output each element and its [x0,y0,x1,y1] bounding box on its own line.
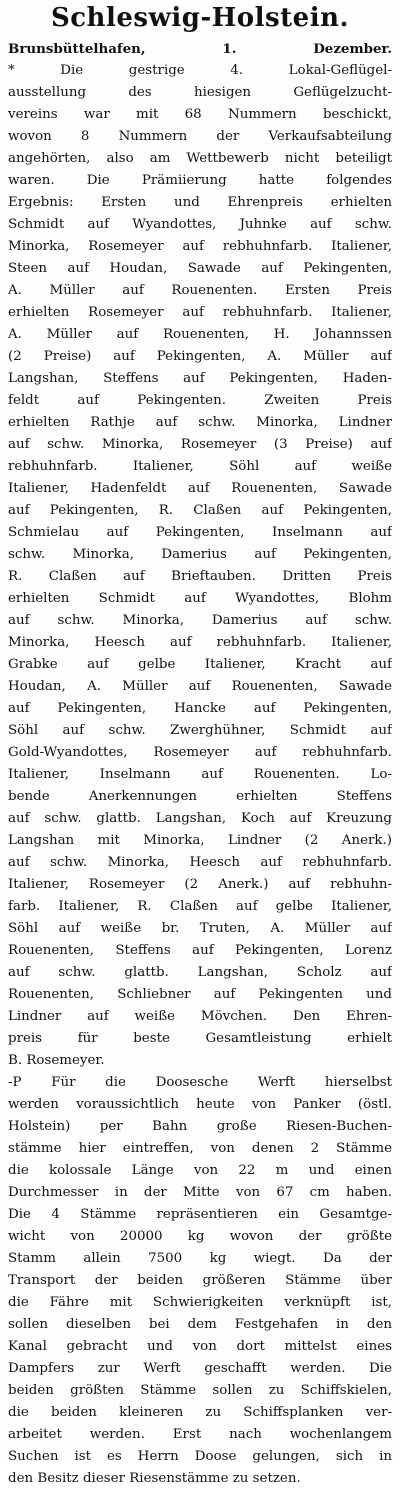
text-line: Söhl auf weiße br. Truten, A. Müller auf [8,921,392,936]
text-line: sollen dieselben bei dem Festgehafen in den [8,1317,392,1332]
text-line: Italiener, Rosemeyer (2 Anerk.) auf rebhuhn- [8,877,392,892]
text-line: auf schw. Minorka, Damerius auf schw. [8,613,392,628]
text-line: A. Müller auf Rouenenten. Ersten Preis [8,283,392,298]
text-line: B. Rosemeyer. [8,1053,105,1068]
text-line: A. Müller auf Rouenenten, H. Johannssen [8,327,392,342]
text-line: Ergebnis: Ersten und Ehrenpreis erhielten [8,195,392,210]
text-line: die kolossale Länge von 22 m und einen [8,1163,392,1178]
text-line: Rouenenten, Schliebner auf Pekingenten und [8,987,392,1002]
text-line: Schmidt auf Wyandottes, Juhnke auf schw. [8,217,392,232]
text-line: Söhl auf schw. Zwerghühner, Schmidt auf [8,723,392,738]
text-line: Houdan, A. Müller auf Rouenenten, Sawade [8,679,392,694]
text-line: den Besitz dieser Riesenstämme zu setzen. [8,1471,301,1486]
text-line: arbeitet werden. Erst nach wochenlangem [8,1427,392,1442]
text-line: erhielten Rathje auf schw. Minorka, Lindner [8,415,392,430]
text-line: schw. Minorka, Damerius auf Pekingenten, [8,547,392,562]
text-line: Langshan, Steffens auf Pekingenten, Haden- [8,371,392,386]
text-line: ausstellung des hiesigen Geflügelzucht- [8,85,392,100]
text-line: * Die gestrige 4. Lokal-Geflügel- [8,63,392,78]
section-title: Schleswig-Holstein. [50,3,350,33]
text-line: (2 Preise) auf Pekingenten, A. Müller auf [8,349,392,364]
text-line: die Fähre mit Schwierigkeiten verknüpft ist, [8,1295,392,1310]
text-line: Kanal gebracht und von dort mittelst eines [8,1339,392,1354]
text-line: auf schw. glattb. Langshan, Koch auf Kreuzung [8,811,392,826]
text-line: auf Pekingenten, R. Claßen auf Pekingenten, [8,503,392,518]
text-line: Rouenenten, Steffens auf Pekingenten, Lorenz [8,943,392,958]
text-line: wicht von 20000 kg wovon der größte [8,1229,392,1244]
text-line: rebhuhnfarb. Italiener, Söhl auf weiße [8,459,392,474]
text-line: auf schw. Minorka, Heesch auf rebhuhnfarb. [8,855,392,870]
text-line: Steen auf Houdan, Sawade auf Pekingenten, [8,261,392,276]
text-line: feldt auf Pekingenten. Zweiten Preis [8,393,392,408]
text-line: Grabke auf gelbe Italiener, Kracht auf [8,657,392,672]
text-line: bende Anerkennungen erhielten Steffens [8,789,392,804]
text-line: Suchen ist es Herrn Doose gelungen, sich in [8,1449,392,1464]
text-line: Gold-Wyandottes, Rosemeyer auf rebhuhnfarb. [8,745,392,760]
text-line: Schmielau auf Pekingenten, Inselmann auf [8,525,392,540]
text-line: Dampfers zur Werft geschafft werden. Die [8,1361,392,1376]
text-line: waren. Die Prämiierung hatte folgendes [8,173,392,188]
text-line: werden voraussichtlich heute von Panker (östl. [8,1097,392,1112]
text-line: -P Für die Doosesche Werft hierselbst [8,1075,392,1090]
text-line: Holstein) per Bahn große Riesen-Buchen- [8,1119,392,1134]
text-line: die beiden kleineren zu Schiffsplanken ver- [8,1405,392,1420]
text-line: farb. Italiener, R. Claßen auf gelbe Italiener, [8,899,392,914]
text-line: Transport der beiden größeren Stämme über [8,1273,392,1288]
text-line: wovon 8 Nummern der Verkaufsabteilung [8,129,392,144]
text-line: auf Pekingenten, Hancke auf Pekingenten, [8,701,392,716]
text-line: beiden größten Stämme sollen zu Schiffskielen, [8,1383,392,1398]
dateline: Brunsbüttelhafen, 1. Dezember. [8,41,392,57]
text-line: erhielten Rosemeyer auf rebhuhnfarb. Italiener, [8,305,392,320]
text-line: erhielten Schmidt auf Wyandottes, Blohm [8,591,392,606]
text-line: Minorka, Heesch auf rebhuhnfarb. Italiener, [8,635,392,650]
text-line: Langshan mit Minorka, Lindner (2 Anerk.) [8,833,392,848]
text-line: auf schw. Minorka, Rosemeyer (3 Preise) auf [8,437,392,452]
text-line: Stamm allein 7500 kg wiegt. Da der [8,1251,392,1266]
text-line: stämme hier eintreffen, von denen 2 Stämme [8,1141,392,1156]
text-line: Minorka, Rosemeyer auf rebhuhnfarb. Italiener, [8,239,392,254]
text-line: Die 4 Stämme repräsentieren ein Gesamtge- [8,1207,392,1222]
text-line: auf schw. glattb. Langshan, Scholz auf [8,965,392,980]
text-line: angehörten, also am Wettbewerb nicht beteiligt [8,151,392,166]
text-line: R. Claßen auf Brieftauben. Dritten Preis [8,569,392,584]
text-line: preis für beste Gesamtleistung erhielt [8,1031,392,1046]
text-line: vereins war mit 68 Nummern beschickt, [8,107,392,122]
text-line: Italiener, Hadenfeldt auf Rouenenten, Sawade [8,481,392,496]
text-line: Italiener, Inselmann auf Rouenenten. Lo- [8,767,392,782]
text-line: Lindner auf weiße Mövchen. Den Ehren- [8,1009,392,1024]
text-line: Durchmesser in der Mitte von 67 cm haben. [8,1185,392,1200]
